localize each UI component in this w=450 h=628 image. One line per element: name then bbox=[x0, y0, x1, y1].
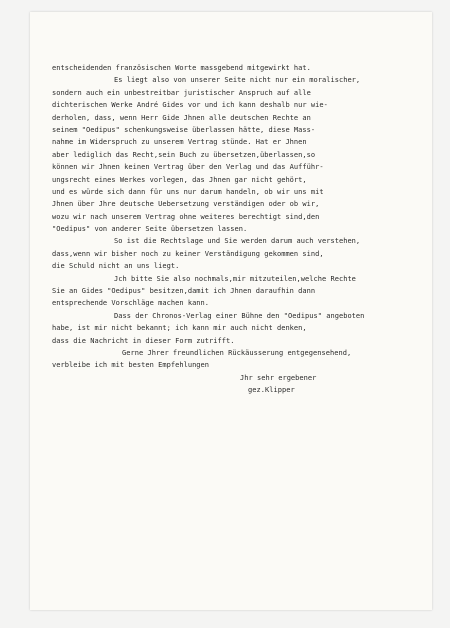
letter-line: Gerne Jhrer freundlichen Rückäusserung entgegensehend, bbox=[122, 348, 352, 357]
letter-signature: gez.Klipper bbox=[248, 386, 295, 395]
letter-line: nahme im Widerspruch zu unserem Vertrag stünde. Hat er Jhnen bbox=[52, 138, 307, 147]
letter-page bbox=[30, 12, 432, 610]
letter-line: verbleibe ich mit besten Empfehlungen bbox=[52, 361, 210, 370]
letter-line: können wir Jhnen keinen Vertrag über den Verlag und das Aufführ- bbox=[52, 163, 324, 172]
letter-body bbox=[52, 62, 422, 397]
letter-line: dichterischen Werke André Gides vor und ich kann deshalb nur wie- bbox=[52, 101, 328, 110]
letter-line: habe, ist mir nicht bekannt; ich kann mir auch nicht denken, bbox=[52, 324, 307, 333]
letter-line: sondern auch ein unbestreitbar juristischer Anspruch auf alle bbox=[52, 88, 311, 97]
letter-line: entscheidenden französischen Worte massgebend mitgewirkt hat. bbox=[52, 64, 311, 72]
letter-line: Jhnen über Jhre deutsche Uebersetzung verständigen oder ob wir, bbox=[52, 200, 320, 209]
letter-line: derholen, dass, wenn Herr Gide Jhnen alle deutschen Rechte an bbox=[52, 113, 311, 122]
letter-line: dass die Nachricht in dieser Form zutrifft. bbox=[52, 336, 235, 345]
letter-line: ungsrecht eines Werkes vorlegen, das Jhnen gar nicht gehört, bbox=[52, 175, 307, 184]
letter-line: und es würde sich dann für uns nur darum handeln, ob wir uns mit bbox=[52, 187, 324, 196]
letter-line: seinem "Oedipus" schenkungsweise überlassen hätte, diese Mass- bbox=[52, 125, 316, 134]
letter-closing: Jhr sehr ergebener bbox=[240, 373, 317, 382]
letter-line: aber lediglich das Recht,sein Buch zu übersetzen,überlassen,so bbox=[52, 150, 316, 159]
letter-line: So ist die Rechtslage und Sie werden darum auch verstehen, bbox=[114, 237, 361, 246]
letter-line: Dass der Chronos-Verlag einer Bühne den "Oedipus" angeboten bbox=[114, 311, 365, 320]
letter-line: wozu wir nach unserem Vertrag ohne weiteres berechtigt sind,den bbox=[52, 212, 320, 221]
letter-line: Jch bitte Sie also nochmals,mir mitzuteilen,welche Rechte bbox=[114, 274, 356, 283]
letter-line: entsprechende Vorschläge machen kann. bbox=[52, 299, 210, 308]
letter-line: Es liegt also von unserer Seite nicht nur ein moralischer, bbox=[114, 76, 361, 85]
letter-line: die Schuld nicht an uns liegt. bbox=[52, 262, 180, 271]
letter-line: Sie an Gides "Oedipus" besitzen,damit ich Jhnen daraufhin dann bbox=[52, 287, 316, 296]
letter-line: dass,wenn wir bisher noch zu keiner Verständigung gekommen sind, bbox=[52, 249, 324, 258]
letter-line: "Oedipus" von anderer Seite übersetzen lassen. bbox=[52, 225, 248, 234]
